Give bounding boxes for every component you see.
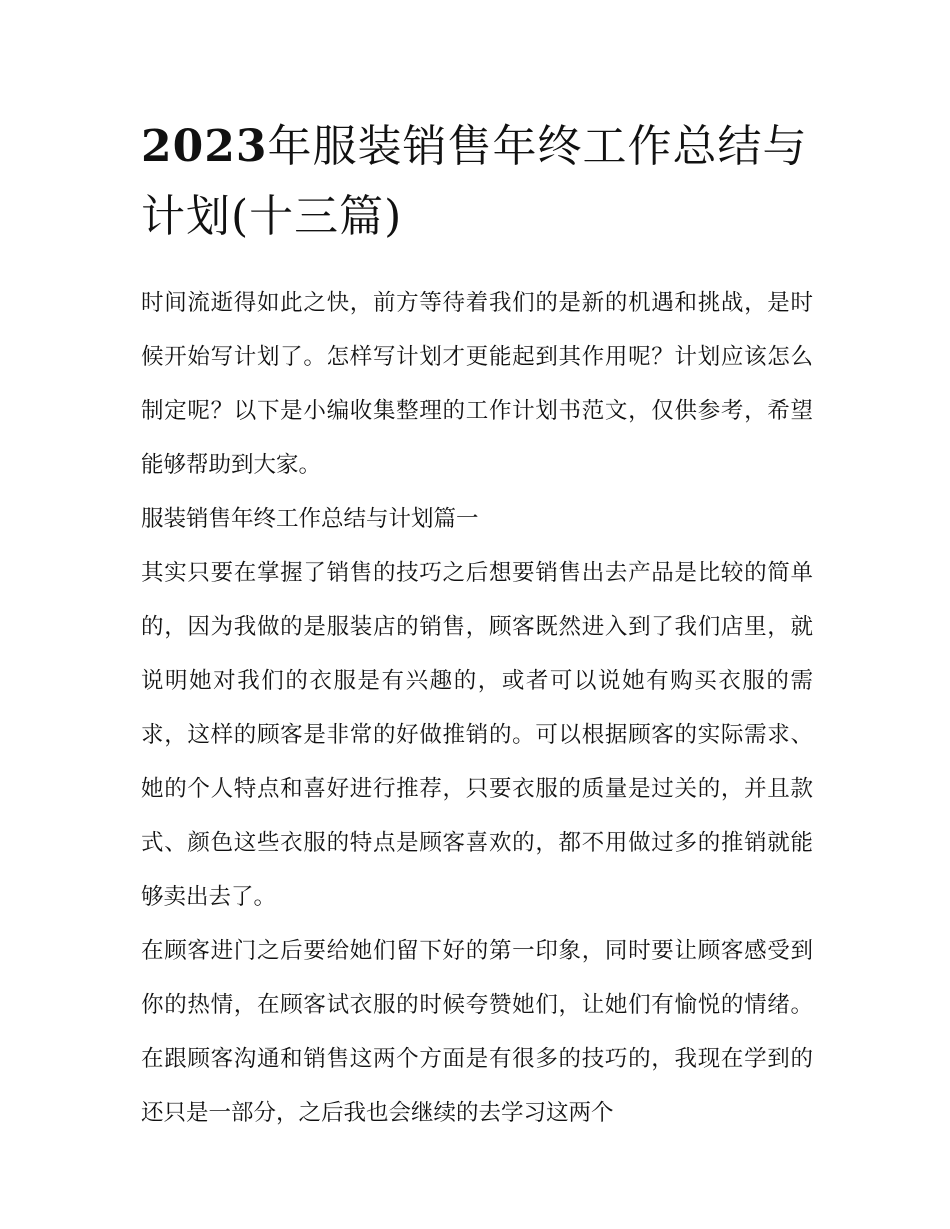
document-page <box>141 112 813 1140</box>
body-paragraph: 在顾客进门之后要给她们留下好的第一印象，同时要让顾客感受到你的热情，在顾客试衣服的时候夸赞她们，让她们有愉悦的情绪。在跟顾客沟通和销售这两个方面是有很多的技巧的，我现在学到的还只是一部分，之后我也会继续的去学习这两个 <box>141 938 813 1126</box>
section-heading: 服装销售年终工作总结与计划篇一 <box>141 506 479 532</box>
intro-paragraph: 时间流逝得如此之快，前方等待着我们的是新的机遇和挑战，是时候开始写计划了。怎样写计划才更能起到其作用呢？计划应该怎么制定呢？以下是小编收集整理的工作计划书范文，仅供参考，希望能够帮助到大家。 <box>141 290 813 478</box>
title-text: 年服装销售年终工作总结与计划(十三篇) <box>141 121 808 242</box>
body-paragraph: 其实只要在掌握了销售的技巧之后想要销售出去产品是比较的简单的，因为我做的是服装店的销售，顾客既然进入到了我们店里，就说明她对我们的衣服是有兴趣的，或者可以说她有购买衣服的需求，这样的顾客是非常的好做推销的。可以根据顾客的实际需求、她的个人特点和喜好进行推荐，只要衣服的质量是过关的，并且款式、颜色这些衣服的特点是顾客喜欢的，都不用做过多的推销就能够卖出去了。 <box>141 560 813 910</box>
title-year: 2023 <box>141 121 268 172</box>
document-title <box>141 112 813 252</box>
